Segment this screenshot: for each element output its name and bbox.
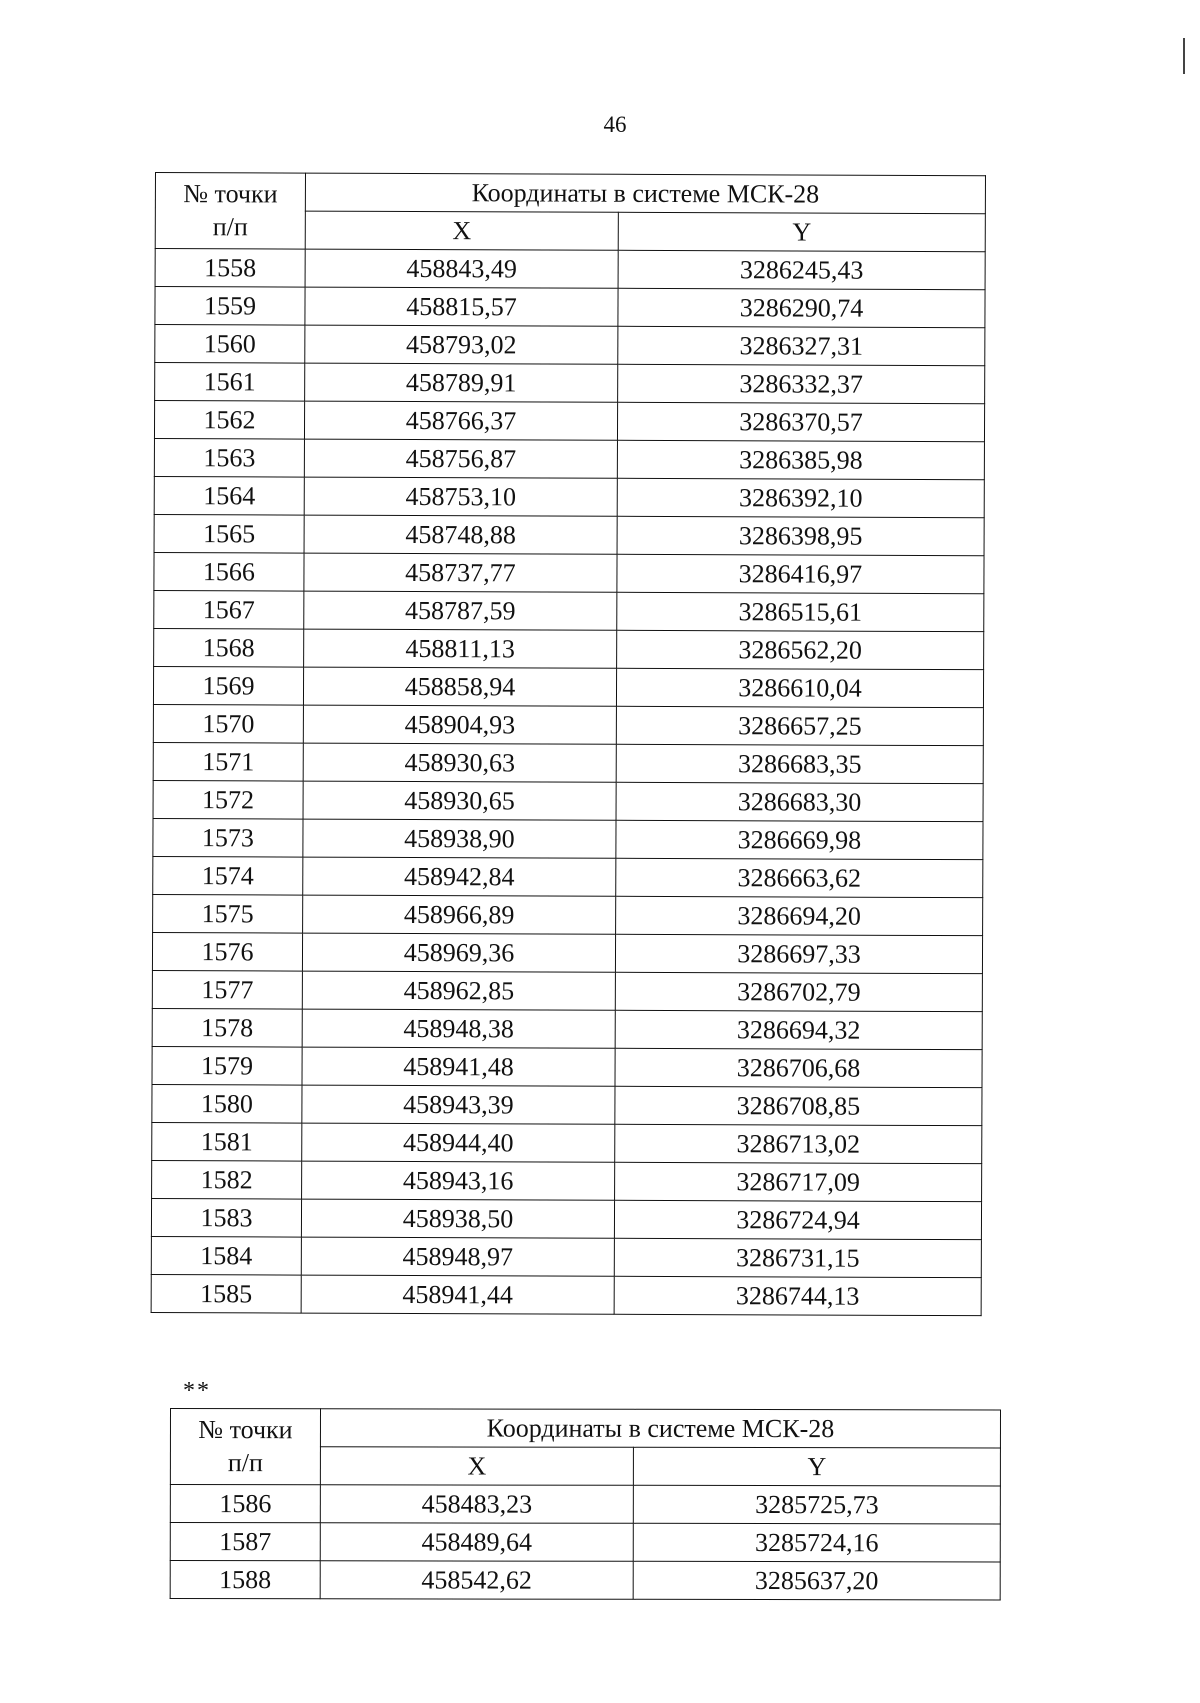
table-row — [170, 1561, 1000, 1600]
table-row — [152, 1084, 982, 1125]
point-number-cell: 1580 — [152, 1084, 302, 1123]
table-row — [152, 970, 982, 1011]
table-row — [153, 780, 983, 821]
y-coordinate-cell: 3286245,43 — [618, 250, 985, 289]
point-number-cell: 1572 — [153, 780, 303, 819]
x-coordinate-cell: 458948,97 — [301, 1237, 614, 1276]
x-coordinate-cell: 458944,40 — [302, 1123, 615, 1162]
table-row — [153, 818, 983, 859]
x-coordinate-cell: 458948,38 — [302, 1009, 615, 1048]
x-coordinate-cell: 458811,13 — [304, 629, 617, 668]
point-number-cell: 1583 — [151, 1198, 301, 1237]
y-coordinate-cell: 3286657,25 — [616, 706, 983, 745]
point-number-cell: 1582 — [152, 1160, 302, 1199]
table-row — [151, 1236, 981, 1277]
point-number-cell: 1575 — [153, 894, 303, 933]
y-coordinate-cell: 3286610,04 — [616, 668, 983, 707]
y-coordinate-cell: 3286697,33 — [615, 934, 982, 973]
x-coordinate-cell: 458943,39 — [302, 1085, 615, 1124]
x-coordinate-cell: 458943,16 — [302, 1161, 615, 1200]
point-number-cell: 1558 — [155, 249, 305, 288]
x-coordinate-cell: 458489,64 — [320, 1523, 633, 1562]
table-row — [151, 1198, 981, 1239]
y-coordinate-cell: 3286731,15 — [614, 1238, 981, 1277]
y-coordinate-cell: 3286717,09 — [615, 1162, 982, 1201]
x-coordinate-cell: 458483,23 — [320, 1485, 633, 1524]
table-row — [152, 1046, 982, 1087]
coords-title-header: Координаты в системе МСК-28 — [305, 173, 985, 214]
x-coordinate-cell: 458938,50 — [301, 1199, 614, 1238]
point-number-header-label: № точки п/п — [198, 1415, 293, 1477]
table-row — [153, 856, 983, 897]
x-coordinate-cell: 458789,91 — [305, 363, 618, 402]
x-coordinate-cell: 458737,77 — [304, 553, 617, 592]
x-coordinate-cell: 458930,63 — [303, 743, 616, 782]
point-number-cell: 1586 — [170, 1485, 320, 1523]
point-number-cell: 1566 — [154, 552, 304, 591]
point-number-cell: 1560 — [155, 325, 305, 364]
table-row — [153, 704, 983, 745]
table-2-header-row-1 — [170, 1409, 1000, 1448]
page-number: 46 — [603, 112, 627, 137]
x-coordinate-cell: 458815,57 — [305, 287, 618, 326]
y-column-header: Y — [618, 212, 985, 251]
x-coordinate-cell: 458748,88 — [304, 515, 617, 554]
y-column-header: Y — [633, 1447, 1000, 1486]
y-coordinate-cell: 3286683,30 — [616, 782, 983, 821]
y-coordinate-cell: 3285637,20 — [633, 1561, 1000, 1600]
y-coordinate-cell: 3286706,68 — [615, 1048, 982, 1087]
x-coordinate-cell: 458793,02 — [305, 325, 618, 364]
point-number-cell: 1576 — [152, 932, 302, 971]
y-coordinate-cell: 3286694,20 — [616, 896, 983, 935]
coordinates-table-main — [151, 172, 986, 1316]
y-coordinate-cell: 3286744,13 — [614, 1276, 981, 1315]
point-number-cell: 1565 — [154, 514, 304, 553]
point-number-cell: 1568 — [154, 628, 304, 667]
table-row — [155, 363, 985, 404]
x-coordinate-cell: 458787,59 — [304, 591, 617, 630]
y-coordinate-cell: 3286694,32 — [615, 1010, 982, 1049]
x-coordinate-cell: 458941,48 — [302, 1047, 615, 1086]
point-number-cell: 1574 — [153, 856, 303, 895]
y-coordinate-cell: 3286713,02 — [615, 1124, 982, 1163]
x-coordinate-cell: 458843,49 — [305, 249, 618, 288]
table-row — [155, 325, 985, 366]
y-coordinate-cell: 3286669,98 — [616, 820, 983, 859]
table-row — [153, 894, 983, 935]
y-coordinate-cell: 3286332,37 — [618, 364, 985, 403]
coords-title-header: Координаты в системе МСК-28 — [320, 1409, 1000, 1448]
coordinates-table-secondary — [170, 1408, 1001, 1600]
point-number-header — [170, 1409, 320, 1485]
table-row — [152, 1160, 982, 1201]
y-coordinate-cell: 3286370,57 — [617, 402, 984, 441]
y-coordinate-cell: 3286724,94 — [614, 1200, 981, 1239]
point-number-cell: 1573 — [153, 818, 303, 857]
point-number-cell: 1561 — [155, 363, 305, 402]
y-coordinate-cell: 3286385,98 — [617, 440, 984, 479]
point-number-cell: 1570 — [153, 704, 303, 743]
table-1-header-row-1 — [155, 173, 985, 214]
table-row — [155, 287, 985, 328]
y-coordinate-cell: 3286702,79 — [615, 972, 982, 1011]
point-number-cell: 1579 — [152, 1046, 302, 1085]
x-coordinate-cell: 458930,65 — [303, 781, 616, 820]
table-row — [154, 628, 984, 669]
point-number-cell: 1569 — [153, 666, 303, 705]
point-number-cell: 1588 — [170, 1561, 320, 1599]
table-row — [154, 514, 984, 555]
point-number-cell: 1581 — [152, 1122, 302, 1161]
y-coordinate-cell: 3286562,20 — [617, 630, 984, 669]
x-coordinate-cell: 458756,87 — [304, 439, 617, 478]
x-coordinate-cell: 458969,36 — [302, 933, 615, 972]
y-coordinate-cell: 3285725,73 — [633, 1485, 1000, 1524]
table-row — [153, 666, 983, 707]
y-coordinate-cell: 3286416,97 — [617, 554, 984, 593]
y-coordinate-cell: 3286398,95 — [617, 516, 984, 555]
point-number-cell: 1578 — [152, 1008, 302, 1047]
point-number-cell: 1587 — [170, 1523, 320, 1561]
table-1-body — [151, 173, 985, 1316]
table-row — [151, 1274, 981, 1315]
point-number-cell: 1577 — [152, 970, 302, 1009]
x-coordinate-cell: 458941,44 — [301, 1275, 614, 1314]
point-number-cell: 1562 — [154, 401, 304, 440]
y-coordinate-cell: 3286290,74 — [618, 288, 985, 327]
point-number-cell: 1564 — [154, 476, 304, 515]
table-row — [154, 552, 984, 593]
table-row — [155, 249, 985, 290]
x-coordinate-cell: 458753,10 — [304, 477, 617, 516]
point-number-cell: 1585 — [151, 1274, 301, 1313]
point-number-cell: 1567 — [154, 590, 304, 629]
point-number-header-label: № точки п/п — [183, 179, 278, 241]
scan-edge-mark — [1183, 38, 1185, 74]
table-2-body — [170, 1409, 1000, 1600]
y-coordinate-cell: 3285724,16 — [633, 1523, 1000, 1562]
table-row — [170, 1523, 1000, 1562]
x-column-header: X — [305, 211, 618, 250]
y-coordinate-cell: 3286327,31 — [618, 326, 985, 365]
x-coordinate-cell: 458938,90 — [303, 819, 616, 858]
table-row — [154, 590, 984, 631]
point-number-cell: 1584 — [151, 1236, 301, 1275]
point-number-header — [155, 173, 305, 250]
y-coordinate-cell: 3286515,61 — [617, 592, 984, 631]
y-coordinate-cell: 3286683,35 — [616, 744, 983, 783]
table-row — [152, 1008, 982, 1049]
table-row — [154, 476, 984, 517]
x-coordinate-cell: 458962,85 — [302, 971, 615, 1010]
table-row — [154, 401, 984, 442]
table-row — [152, 1122, 982, 1163]
table-separator-mark: ** — [183, 1378, 211, 1404]
table-row — [170, 1485, 1000, 1524]
x-coordinate-cell: 458542,62 — [320, 1561, 633, 1600]
table-row — [153, 742, 983, 783]
table-row — [154, 438, 984, 479]
x-column-header: X — [320, 1447, 633, 1486]
point-number-cell: 1571 — [153, 742, 303, 781]
y-coordinate-cell: 3286663,62 — [616, 858, 983, 897]
point-number-cell: 1563 — [154, 438, 304, 477]
table-row — [152, 932, 982, 973]
x-coordinate-cell: 458858,94 — [303, 667, 616, 706]
x-coordinate-cell: 458966,89 — [303, 895, 616, 934]
point-number-cell: 1559 — [155, 287, 305, 326]
x-coordinate-cell: 458904,93 — [303, 705, 616, 744]
y-coordinate-cell: 3286708,85 — [615, 1086, 982, 1125]
x-coordinate-cell: 458766,37 — [304, 401, 617, 440]
x-coordinate-cell: 458942,84 — [303, 857, 616, 896]
y-coordinate-cell: 3286392,10 — [617, 478, 984, 517]
